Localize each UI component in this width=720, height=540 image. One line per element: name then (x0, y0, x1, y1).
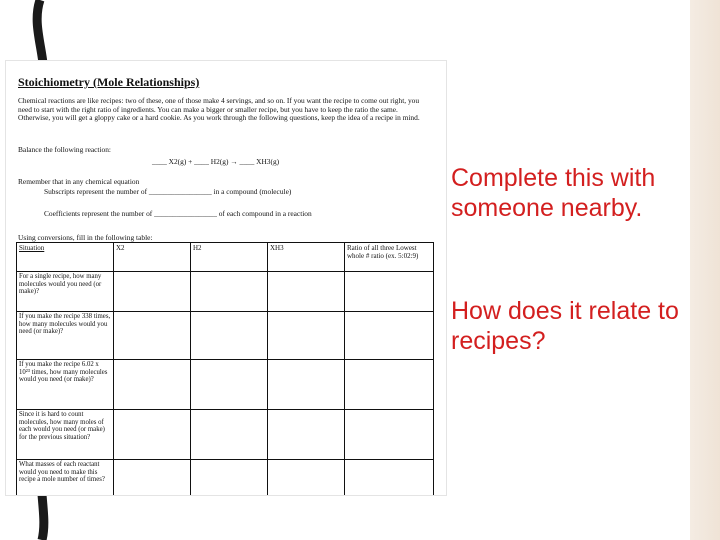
empty-cell (191, 460, 268, 497)
empty-cell (114, 460, 191, 497)
remember-label: Remember that in any chemical equation (18, 177, 140, 186)
empty-cell (268, 360, 345, 410)
table-row (17, 360, 434, 410)
prompt-recipes: How does it relate to recipes? (451, 297, 679, 355)
row-situation: What masses of each reactant would you need to make this recipe a mole number of times? (17, 460, 114, 497)
prompt-complete: Complete this with someone nearby. (451, 164, 656, 222)
empty-cell (345, 272, 434, 312)
worksheet-image (5, 60, 447, 496)
empty-cell (191, 360, 268, 410)
row-situation: If you make the recipe 338 times, how many molecules would you need (or make)? (17, 312, 114, 360)
balance-label: Balance the following reaction: (18, 145, 111, 154)
worksheet-title: Stoichiometry (Mole Relationships) (18, 75, 200, 89)
subscripts-line: Subscripts represent the number of _________________ in a compound (molecule) (44, 187, 292, 196)
empty-cell (114, 360, 191, 410)
empty-cell (114, 410, 191, 460)
worksheet-intro: Chemical reactions are like recipes: two of these, one of those make 4 servings, and so on. If you want the recipe to come out right, you need to start with the right ratio of ingredients. You can make a bigger or smaller recipe, but you have to keep the ratio the same. Otherwise, you will get a gloppy cake or a hard cookie. As you work through the following questions, keep the idea of a recipe in mind. (18, 96, 420, 123)
empty-cell (114, 312, 191, 360)
empty-cell (345, 460, 434, 497)
coefficients-line: Coefficients represent the number of _________________ of each compound in a reaction (44, 209, 312, 218)
empty-cell (268, 410, 345, 460)
empty-cell (268, 312, 345, 360)
empty-cell (345, 360, 434, 410)
stoichiometry-table (16, 242, 434, 496)
header-x2: X2 (114, 243, 191, 272)
empty-cell (114, 272, 191, 312)
row-situation: Since it is hard to count molecules, how many moles of each would you need (or make) for the previous situation? (17, 410, 114, 460)
empty-cell (191, 410, 268, 460)
header-ratio: Ratio of all three Lowest whole # ratio (ex. 5:02:9) (345, 243, 434, 272)
table-row (17, 410, 434, 460)
empty-cell (345, 312, 434, 360)
table-row (17, 312, 434, 360)
header-situation: Situation (17, 243, 114, 272)
table-row (17, 460, 434, 497)
empty-cell (268, 460, 345, 497)
table-intro: Using conversions, fill in the following table: (18, 233, 153, 242)
row-situation: If you make the recipe 6.02 x 10²³ times, how many molecules would you need (or make)? (17, 360, 114, 410)
reaction-equation: ____ X2(g) + ____ H2(g) → ____ XH3(g) (152, 157, 280, 166)
empty-cell (268, 272, 345, 312)
table-header-row (17, 243, 434, 272)
table-row (17, 272, 434, 312)
empty-cell (345, 410, 434, 460)
empty-cell (191, 272, 268, 312)
row-situation: For a single recipe, how many molecules would you need (or make)? (17, 272, 114, 312)
right-decorative-strip (690, 0, 720, 540)
header-xh3: XH3 (268, 243, 345, 272)
header-h2: H2 (191, 243, 268, 272)
empty-cell (191, 312, 268, 360)
